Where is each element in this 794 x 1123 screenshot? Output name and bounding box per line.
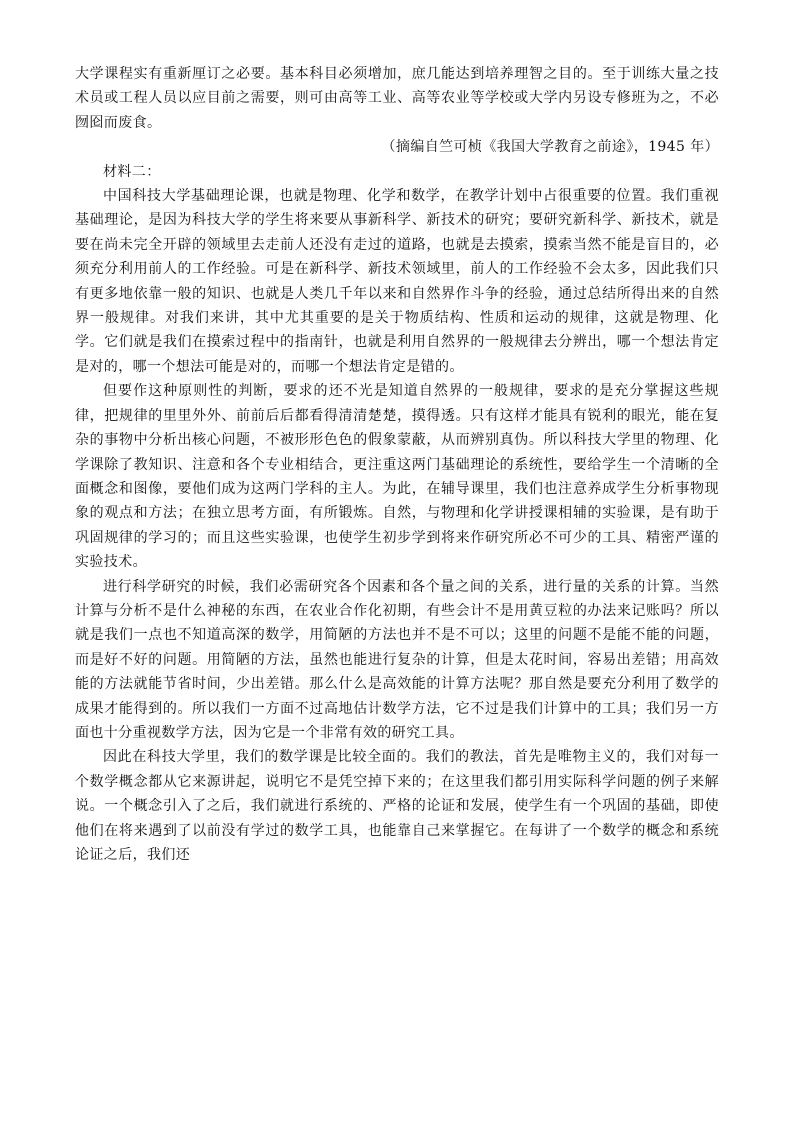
paragraph-3: 进行科学研究的时候，我们必需研究各个因素和各个量之间的关系，进行量的关系的计算。当然计算与分析不是什么神秘的东西，在农业合作化初期，有些会计不是用黄豆粒的办法来记账吗？所以就是我们一点也不知道高深的数学，用简陋的方法也并不是不可以；这里的问题不是能不能的问题，而是好不好的问题。用简陋的方法，虽然也能进行复杂的计算，但是太花时间，容易出差错；用高效能的方法就能节省时间，少出差错。那么什么是高效能的计算方法呢？那自然是要充分利用了数学的成果才能得到的。所以我们一方面不过高地估计数学方法，它不过是我们计算中的工具；我们另一方面也十分重视数学方法，因为它是一个非常有效的研究工具。	[75, 578, 719, 741]
paragraph-1: 中国科技大学基础理论课，也就是物理、化学和数学，在教学计划中占很重要的位置。我们重视基础理论，是因为科技大学的学生将来要从事新科学、新技术的研究；要研究新科学、新技术，就是要在尚未完全开辟的领域里去走前人还没有走过的道路，也就是去摸索，摸索当然不能是盲目的，必须充分利用前人的工作经验。可是在新科学、新技术领域里，前人的工作经验不会太多，因此我们只有更多地依靠一般的知识、也就是人类几千年以来和自然界作斗争的经验，通过总结所得出来的自然界一般规律。对我们来讲，其中尤其重要的是关于物质结构、性质和运动的规律，这就是物理、化学。它们就是我们在摸索过程中的指南针，也就是利用自然界的一般规律去分辨出，哪一个想法肯定是对的，哪一个想法可能是对的，而哪一个想法肯定是错的。	[75, 188, 719, 375]
paragraph-2: 但要作这种原则性的判断，要求的还不光是知道自然界的一般规律，要求的是充分掌握这些规律，把规律的里里外外、前前后后都看得清清楚楚，摸得透。只有这样才能具有锐利的眼光，能在复杂的事物中分析出核心问题，不被形形色色的假象蒙蔽，从而辨别真伪。所以科技大学里的物理、化学课除了教知识、注意和各个专业相结合，更注重这两门基础理论的系统性，要给学生一个清晰的全面概念和图像，要他们成为这两门学科的主人。为此，在辅导课里，我们也注意养成学生分析事物现象的观点和方法；在独立思考方面，有所锻炼。自然，与物理和化学讲授课相辅的实验课，是有助于巩固规律的学习的；而且这些实验课，也使学生初步学到将来作研究所必不可少的工具、精密严谨的实验技术。	[75, 383, 719, 571]
document-page	[75, 62, 719, 867]
opening-paragraph: 大学课程实有重新厘订之必要。基本科目必须增加，庶几能达到培养理智之目的。至于训练大量之技术员或工程人员以应目前之需要，则可由高等工业、高等农业等学校或大学内另设专修班为之，不必囫囵而废食。	[75, 66, 719, 131]
source-citation: （摘编自竺可桢《我国大学教育之前途》，1945 年）	[381, 139, 719, 156]
paragraph-4: 因此在科技大学里，我们的数学课是比较全面的。我们的教法，首先是唯物主义的，我们对每一个数学概念都从它来源讲起，说明它不是凭空掉下来的；在这里我们都引用实际科学问题的例子来解说。一个概念引入了之后，我们就进行系统的、严格的论证和发展，使学生有一个巩固的基础，即使他们在将来遇到了以前没有学过的数学工具，也能靠自己来掌握它。在每讲了一个数学的概念和系统论证之后，我们还	[75, 749, 719, 863]
material-two-label: 材料二：	[103, 163, 161, 180]
